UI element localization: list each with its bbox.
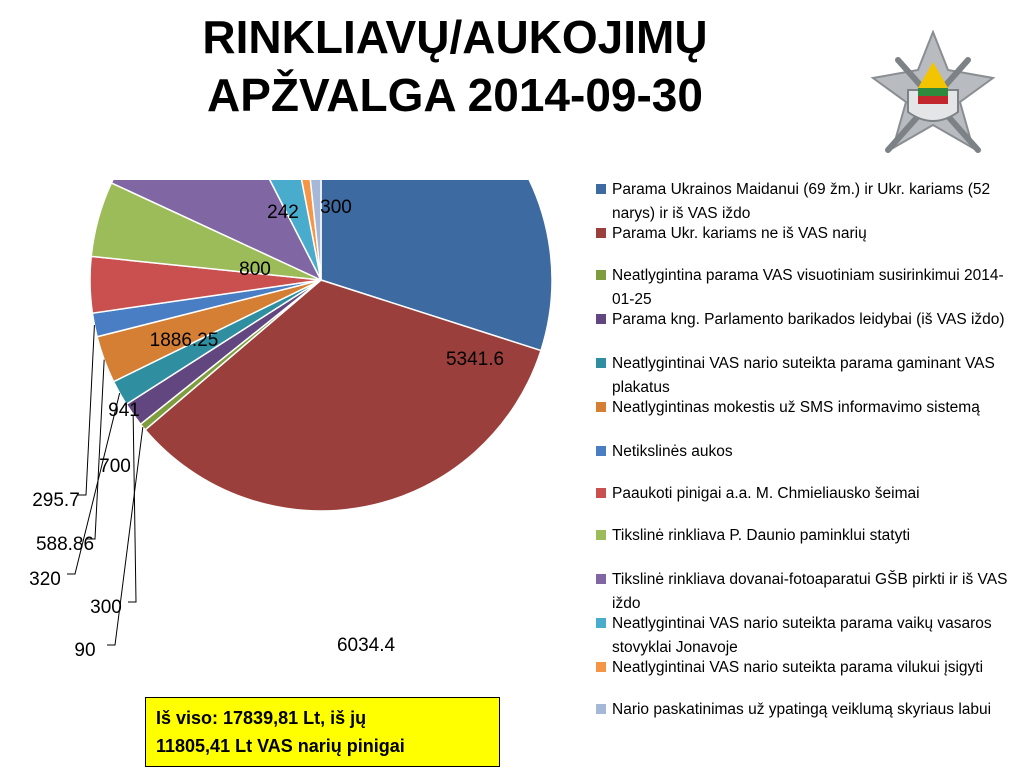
legend-swatch [596, 314, 606, 324]
pie-value-label: 90 [74, 640, 96, 662]
legend-swatch [596, 574, 606, 584]
pie-value-label: 320 [29, 569, 61, 591]
pie-value-label: 700 [99, 456, 131, 478]
legend-label: Paaukoti pinigai a.a. M. Chmieliausko šeimai [612, 485, 920, 502]
total-line-1: Iš viso: 17839,81 Lt, iš jų [156, 708, 367, 728]
emblem-flag-red [918, 96, 948, 104]
legend-swatch [596, 704, 606, 714]
legend-label: Parama Ukrainos Maidanui (69 žm.) ir Ukr. kariams (52 narys) ir iš VAS iždo [612, 181, 991, 222]
pie-value-label: 300 [320, 197, 352, 219]
legend-label: Tikslinė rinkliava dovanai-fotoaparatui GŠB pirkti ir iš VAS iždo [612, 571, 1008, 612]
label-leader-line [87, 360, 104, 539]
legend-label: Neatlygintina parama VAS visuotiniam susirinkimui 2014-01-25 [612, 267, 1004, 308]
legend-swatch [596, 184, 606, 194]
legend-swatch [596, 618, 606, 628]
legend-swatch [596, 488, 606, 498]
label-leader-line [78, 325, 94, 495]
legend-label: Parama kng. Parlamento barikados leidybai (iš VAS iždo) [612, 311, 1005, 328]
emblem-flag-green [918, 88, 948, 96]
legend-label: Neatlygintinai VAS nario suteikta parama gaminant VAS plakatus [612, 355, 995, 396]
legend-label: Neatlygintinas mokestis už SMS informavimo sistemą [612, 399, 980, 416]
pie-value-label: 5341.6 [445, 349, 505, 371]
legend-swatch [596, 446, 606, 456]
legend-label: Neatlygintinai VAS nario suteikta parama vilukui įsigyti [612, 659, 984, 676]
legend-label: Nario paskatinimas už ypatingą veiklumą skyriaus labui [612, 701, 992, 718]
legend-label: Netikslinės aukos [612, 443, 733, 460]
crossed-swords-emblem-icon [868, 30, 998, 160]
legend-swatch [596, 530, 606, 540]
pie-value-label: 6034.4 [336, 635, 396, 657]
pie-value-label: 588.86 [35, 534, 95, 556]
legend-swatch [596, 228, 606, 238]
title-line-1: RINKLIAVŲ/AUKOJIMŲ [202, 11, 708, 63]
pie-value-label: 1886.25 [149, 330, 219, 352]
pie-value-label: 800 [239, 259, 271, 281]
pie-value-label: 242 [267, 202, 299, 224]
legend-label: Neatlygintinai VAS nario suteikta parama vaikų vasaros stovyklai Jonavoje [612, 615, 992, 656]
pie-chart [0, 180, 590, 700]
pie-value-label: 300 [90, 597, 122, 619]
legend-label: Tikslinė rinkliava P. Daunio paminklui statyti [612, 527, 911, 544]
legend-swatch [596, 270, 606, 280]
total-summary-box [145, 697, 500, 767]
page-title [150, 8, 760, 124]
legend-label: Parama Ukr. kariams ne iš VAS narių [612, 225, 867, 242]
legend-swatch [596, 402, 606, 412]
legend-swatch [596, 662, 606, 672]
legend-swatch [596, 358, 606, 368]
pie-value-label: 941 [108, 400, 140, 422]
chart-legend [594, 178, 1019, 748]
pie-value-label: 295.7 [32, 490, 80, 512]
title-line-2: APŽVALGA 2014-09-30 [207, 69, 703, 121]
total-line-2: 11805,41 Lt VAS narių pinigai [156, 736, 405, 756]
